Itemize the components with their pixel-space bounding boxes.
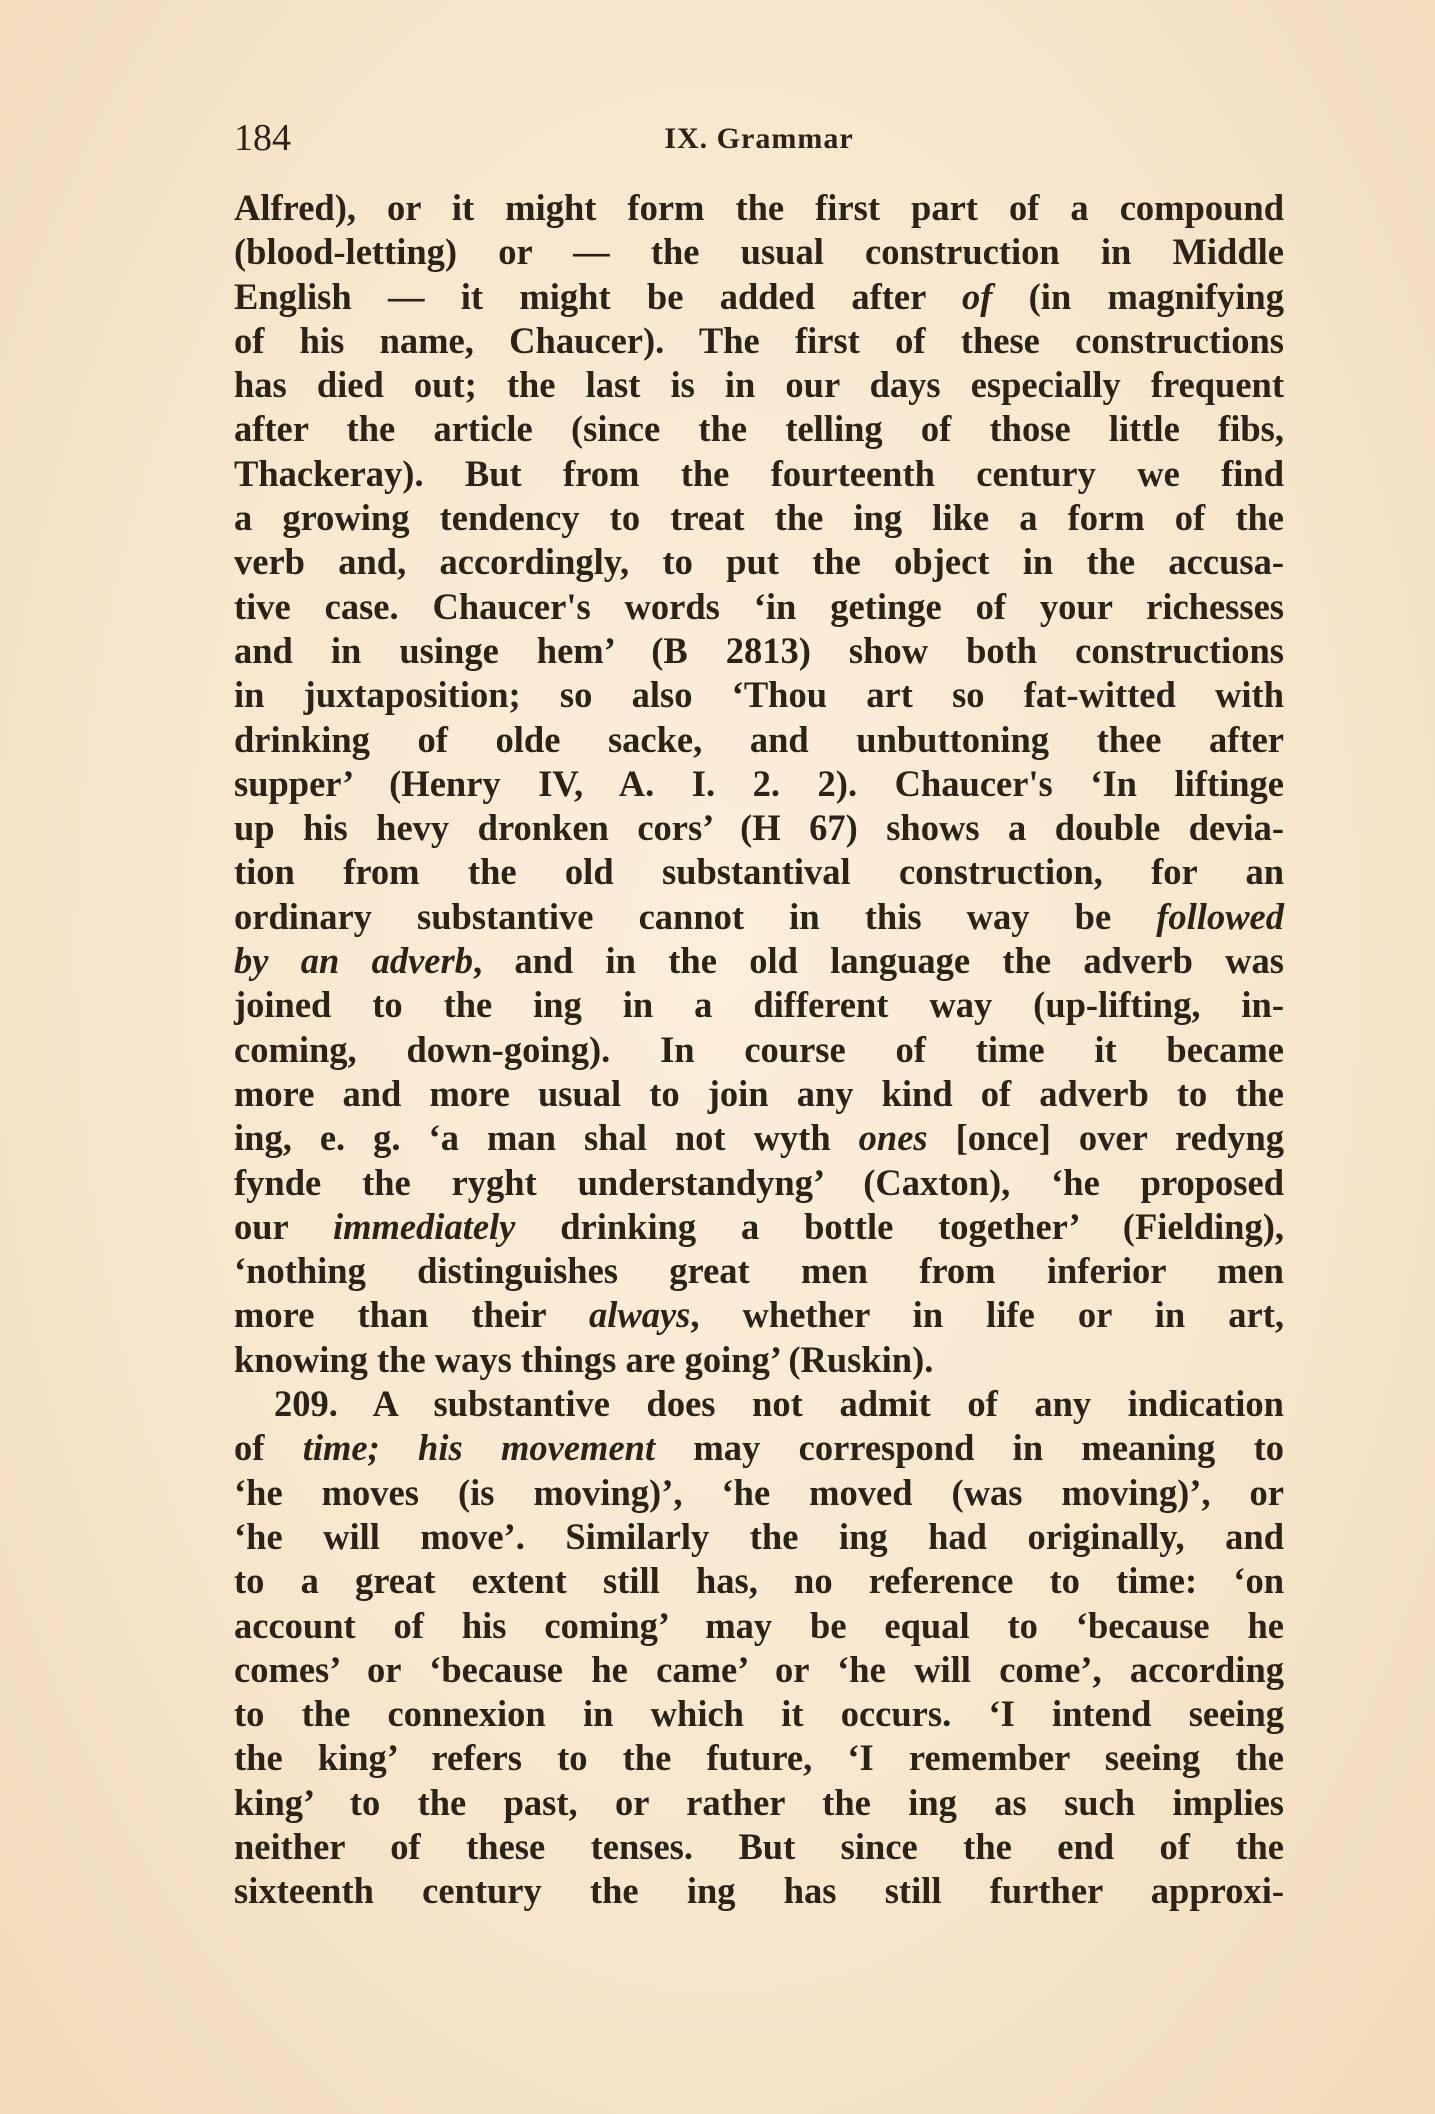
text-line: in juxtaposition; so also ‘Thou art so fat-witted with (234, 674, 1284, 716)
italic-run: immediately (332, 1205, 516, 1247)
text-line: (blood-letting) or — the usual construction in Middle (234, 231, 1284, 273)
text-line: account of his coming’ may be equal to ‘because he (234, 1604, 1284, 1646)
text-line: after the article (since the telling of those little fibs, (234, 408, 1284, 450)
text-run: drinking a bottle together’ (Fielding), (515, 1205, 1284, 1247)
text-line: of his name, Chaucer). The first of these constructions (234, 319, 1284, 361)
text-line: ‘nothing distinguishes great men from inferior men (234, 1250, 1284, 1292)
text-line (234, 1293, 1284, 1337)
text-line (234, 1116, 1284, 1160)
paragraph-number: 209. (274, 1383, 338, 1425)
italic-run: followed (1156, 895, 1284, 937)
text-line: the king’ refers to the future, ‘I remember seeing the (234, 1737, 1284, 1779)
text-line: neither of these tenses. But since the end of the (234, 1825, 1284, 1867)
running-head (234, 116, 1284, 166)
text-run: knowing the ways things are going’ (Ruskin). (234, 1338, 934, 1380)
text-line: supper’ (Henry IV, A. I. 2. 2). Chaucer's ‘In liftinge (234, 762, 1284, 804)
text-line: up his hevy dronken cors’ (H 67) shows a double devia- (234, 807, 1284, 849)
text-line (234, 1205, 1284, 1249)
text-line: tion from the old substantival construction, for an (234, 851, 1284, 893)
text-run: [once] over redyng (927, 1117, 1284, 1159)
text-line: Alfred), or it might form the first part of a compound (234, 187, 1284, 228)
text-line (234, 1426, 1284, 1470)
text-line: verb and, accordingly, to put the object in the accusa- (234, 541, 1284, 583)
text-run: our (234, 1205, 333, 1247)
text-run: (in magnifying (992, 275, 1284, 317)
text-line: ‘he will move’. Similarly the ing had originally, and (234, 1515, 1284, 1557)
page-number: 184 (234, 117, 291, 159)
text-run: A substantive does not admit of any indication (337, 1383, 1284, 1425)
text-line (234, 1338, 1284, 1382)
text-line (234, 1382, 1284, 1426)
text-line: comes’ or ‘because he came’ or ‘he will come’, according (234, 1648, 1284, 1690)
text-run: of (234, 1427, 303, 1469)
text-line: coming, down-going). In course of time it became (234, 1028, 1284, 1070)
text-run: may correspond in meaning to (655, 1427, 1284, 1469)
text-line: Thackeray). But from the fourteenth century we find (234, 452, 1284, 494)
italic-run: of (961, 275, 993, 317)
text-line: drinking of olde sacke, and unbuttoning thee after (234, 718, 1284, 760)
italic-run: always (588, 1294, 691, 1336)
text-line: and in usinge hem’ (B 2813) show both constructions (234, 629, 1284, 671)
text-line: a growing tendency to treat the ing like a form of the (234, 497, 1284, 539)
italic-run: time; his movement (302, 1427, 656, 1469)
text-line: fynde the ryght understandyng’ (Caxton), ‘he proposed (234, 1161, 1284, 1203)
text-line: to a great extent still has, no reference to time: ‘on (234, 1560, 1284, 1602)
text-line: joined to the ing in a different way (up-lifting, in- (234, 984, 1284, 1026)
text-line: ‘he moves (is moving)’, ‘he moved (was moving)’, or (234, 1471, 1284, 1513)
text-run: ing, e. g. ‘a man shal not wyth (234, 1117, 859, 1159)
text-line: sixteenth century the ing has still further approxi- (234, 1870, 1284, 1912)
text-run: , and in the old language the adverb was (472, 940, 1284, 982)
text-line: has died out; the last is in our days especially frequent (234, 364, 1284, 406)
text-line: king’ to the past, or rather the ing as such implies (234, 1781, 1284, 1823)
text-run: ordinary substantive cannot in this way be (234, 895, 1157, 937)
text-line (234, 939, 1284, 983)
text-line: to the connexion in which it occurs. ‘I intend seeing (234, 1693, 1284, 1735)
text-run: more than their (234, 1294, 589, 1336)
text-line (234, 275, 1284, 319)
body-text (234, 186, 1284, 1914)
text-run: , whether in life or in art, (690, 1294, 1284, 1336)
text-line (234, 895, 1284, 939)
italic-run: ones (858, 1117, 928, 1159)
italic-run: by an adverb (234, 940, 473, 982)
text-run: English — it might be added after (234, 275, 962, 317)
text-line: tive case. Chaucer's words ‘in getinge of your richesses (234, 585, 1284, 627)
section-title: IX. Grammar (664, 122, 854, 155)
text-line: more and more usual to join any kind of adverb to the (234, 1072, 1284, 1114)
